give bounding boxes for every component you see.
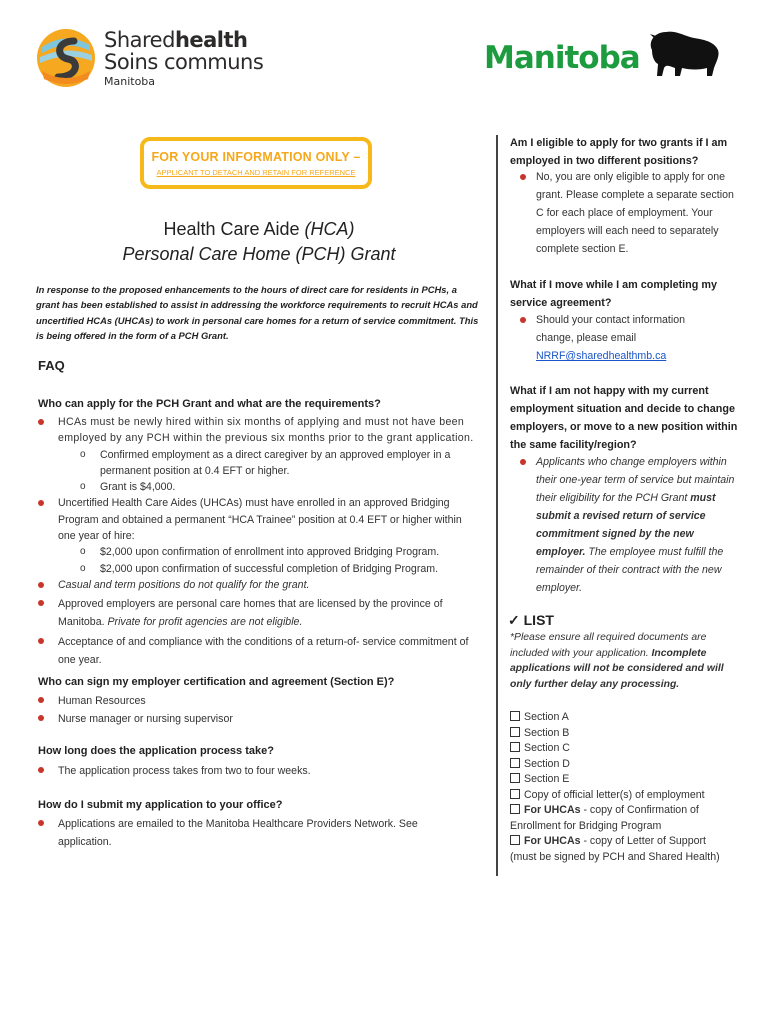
- email-link[interactable]: NRRF@sharedhealthmb.ca: [536, 350, 667, 362]
- faq-heading: FAQ: [38, 358, 65, 373]
- list-item: Nurse manager or nursing supervisor: [58, 710, 478, 728]
- shared-health-logo: [36, 27, 96, 89]
- list-item: o Confirmed employment as a direct caregiver by an approved employer in a permanent position at 0.4 EFT or higher.: [100, 447, 478, 480]
- list-item: Uncertified Health Care Aides (UHCAs) must have enrolled in an approved Bridging Program and obtained a permanent “HCA Trainee” position at 0.4 EFT or higher within one year of hire:: [58, 495, 478, 544]
- checkbox-icon[interactable]: [510, 773, 520, 783]
- checklist: [510, 710, 750, 865]
- checklist-item[interactable]: Section E: [510, 772, 750, 788]
- list-item: Human Resources: [58, 692, 478, 710]
- faq-answer-changing-employers: [536, 453, 741, 597]
- column-divider: [496, 135, 498, 876]
- checklist-heading: ✓ LIST: [508, 612, 554, 628]
- checklist-item[interactable]: Section D: [510, 757, 750, 773]
- checkbox-icon[interactable]: [510, 742, 520, 752]
- checkbox-icon[interactable]: [510, 804, 520, 814]
- list-item: o $2,000 upon confirmation of enrollment into approved Bridging Program.: [100, 544, 478, 560]
- faq-answer-moving: [536, 311, 741, 365]
- list-item: Applicants who change employers within their one-year term of service but maintain their eligibility for the PCH Grant must submit a revised return of service commitment signed by the new employer. The employee must fulfill the remainder of their contract with the new employer.: [536, 453, 741, 597]
- faq-question-two-grants: Am I eligible to apply for two grants if I am employed in two different positions?: [510, 137, 728, 167]
- manitoba-wordmark: Manitoba: [484, 40, 640, 76]
- faq-question-signing: Who can sign my employer certification and agreement (Section E)?: [38, 676, 395, 688]
- list-item: No, you are only eligible to apply for one grant. Please complete a separate section C for each place of employment. Your employers will each need to separately complete section E.: [536, 168, 741, 258]
- fyi-notice-title: FOR YOUR INFORMATION ONLY –: [151, 150, 361, 164]
- faq-answer-signing: [58, 692, 478, 728]
- checklist-item[interactable]: Section C: [510, 741, 750, 757]
- checklist-item[interactable]: For UHCAs - copy of Letter of Support (must be signed by PCH and Shared Health): [510, 835, 720, 863]
- faq-question-submission: How do I submit my application to your office?: [38, 799, 283, 811]
- checkbox-icon[interactable]: [510, 835, 520, 845]
- bison-icon: [644, 28, 722, 83]
- list-item: Casual and term positions do not qualify for the grant.: [58, 577, 478, 593]
- checkbox-icon[interactable]: [510, 789, 520, 799]
- faq-answer-two-grants: [536, 168, 741, 258]
- faq-question-moving: What if I move while I am completing my service agreement?: [510, 279, 717, 309]
- checklist-item[interactable]: Copy of official letter(s) of employment: [510, 788, 750, 804]
- faq-answer-eligibility: [58, 414, 478, 669]
- list-item: o Grant is $4,000.: [100, 479, 478, 495]
- page-subtitle: Personal Care Home (PCH) Grant: [122, 244, 396, 264]
- shared-health-emblem-icon: [36, 27, 96, 89]
- intro-paragraph: In response to the proposed enhancements to the hours of direct care for residents in PCHs, a grant has been established to assist in addressing the workforce requirements to recruit HCAs and uncertified HCAs (UHCAs) to work in personal care homes for a return of service commitment. This is being offered in the form of a PCH Grant.: [36, 284, 479, 342]
- list-item: o $2,000 upon confirmation of successful completion of Bridging Program.: [100, 561, 478, 577]
- fyi-notice-box: [140, 137, 372, 189]
- checklist-item[interactable]: For UHCAs - copy of Confirmation of Enrollment for Bridging Program: [510, 804, 699, 832]
- page-title: Health Care Aide (HCA): [163, 219, 355, 239]
- checkbox-icon[interactable]: [510, 758, 520, 768]
- list-item: Should your contact information change, please email: [536, 311, 706, 347]
- checkmark-icon: ✓: [508, 612, 520, 628]
- checkbox-icon[interactable]: [510, 711, 520, 721]
- faq-question-changing-employers: What if I am not happy with my current employment situation and decide to change employers, or move to a new position within the same facility/region?: [510, 385, 738, 451]
- checklist-item[interactable]: Section B: [510, 726, 750, 742]
- faq-question-duration: How long does the application process take?: [38, 745, 274, 757]
- faq-question-eligibility: Who can apply for the PCH Grant and what are the requirements?: [38, 398, 381, 410]
- list-item: The application process takes from two to four weeks.: [58, 762, 478, 780]
- checkbox-icon[interactable]: [510, 727, 520, 737]
- fyi-notice-subtitle: APPLICANT TO DETACH AND RETAIN FOR REFERENCE: [156, 168, 356, 177]
- list-item: Applications are emailed to the Manitoba Healthcare Providers Network. See application.: [58, 815, 458, 851]
- list-item: HCAs must be newly hired within six months of applying and must not have been employed by any PCH within the previous six months prior to the grant application.: [58, 414, 478, 447]
- checklist-note: *Please ensure all required documents are included with your application. Incomplete applications will not be considered and will only further delay any processing.: [510, 632, 724, 690]
- checklist-item[interactable]: Section A: [510, 710, 750, 726]
- faq-answer-duration: [58, 762, 478, 780]
- list-item: Approved employers are personal care homes that are licensed by the province of Manitoba. Private for profit agencies are not eligible.: [58, 595, 478, 631]
- list-item: Acceptance of and compliance with the conditions of a return-of- service commitment of one year.: [58, 633, 478, 669]
- shared-health-wordmark: Sharedhealth Soins communs Manitoba: [104, 28, 264, 88]
- faq-answer-submission: [58, 815, 458, 851]
